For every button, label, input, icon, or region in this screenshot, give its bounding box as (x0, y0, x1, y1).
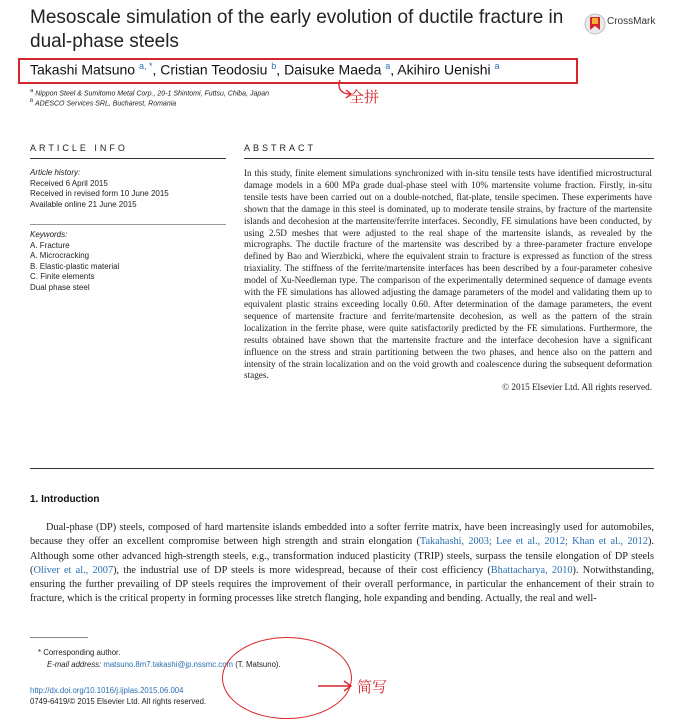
keyword-item: A. Microcracking (30, 251, 90, 261)
intro-text-run: ), the industrial use of DP steels is more widespread, because of their cost efficiency ( (113, 564, 491, 576)
citation-link[interactable]: Takahashi, 2003; Lee et al., 2012; Khan et al., 2012 (419, 536, 648, 548)
affiliation-text: ADESCO Services SRL, Bucharest, Romania (34, 100, 177, 108)
keywords-block (30, 230, 226, 294)
corresponding-label: Corresponding author. (43, 648, 121, 657)
author-affil-sup[interactable]: b (271, 61, 277, 71)
annotation-full-name-note: 全拼 (349, 88, 380, 106)
annotation-abbreviation-note: 简写 (357, 678, 388, 696)
doi-line (30, 686, 183, 695)
article-info-rule (30, 158, 226, 159)
author-name[interactable]: Takashi Matsuno (30, 61, 136, 78)
keyword-item: A. Fracture (30, 240, 70, 250)
intro-text-run: Dual-phase (DP) steels, composed of hard martensite islands embedded into a softer ferrite matrix, have been increasingly used for automobiles, because they offer an excellent compromise between high strength and strain elongation ( (30, 522, 654, 548)
history-item: Available online 21 June 2015 (30, 199, 137, 209)
email-link[interactable]: matsuno.8m7.takashi@jp.nssmc.com (103, 660, 234, 669)
author-list: Takashi Matsuno $^{a, *}$, Cristian Teodosiu $^b$, Daisuke Maeda $^a$, Akihiro Uenishi $^a$ (30, 61, 500, 78)
crossmark-icon (585, 14, 605, 34)
introduction-paragraph (30, 521, 654, 607)
history-label: Article history: (30, 168, 81, 177)
abstract-paragraph: In this study, finite element simulations synchronized with in-situ tensile tests have identified microstructural damage models in a 600 MPa grade dual-phase steel with 10% martensite volume fraction. Firstly, in-situ tensile tests have been carried out on a double-notched, flat-plate, tensile specimen. These experiments have shown that the damage in this steel is dominated, up to moderate tensile strains, by fracture of the martensite islands and decohesion at the martensite/ferrite interfaces. Secondly, FE simulations have been conducted, by using 2.5D meshes that were adjusted to the real shape of the martensite islands, as revealed by the micrographs. The ductile fracture of the martensite was described by a three-parameter fracture envelope defined by Bao and Wierzbicki, where the equivalent strain to fracture is expressed as function of the stress triaxiality. The stiffness of the ferrite/martensite interfaces has been described by a four-parameter cohesive model of Xu-Needleman type. The comparison of the experimentally determined sequence of damage events with the FE simulations has allowed adjusting the damage parameters of the model and validating them up to equivalent plastic strains exceeding locally 0.60. After determination of the damage parameters, the event sequence of martensite fracture and ferrite/martensite decohesion, as well as the pattern of the strain localization in the ferrite phase, were quite satisfactorily predicted by the FE simulations. Furthermore, the results obtained have shown that the martensite fracture and the interface decohesion have a significant influence on the stress and strain partitioning between the two phases, and hence also on the pattern and intensity of the strain localization and on the void growth and coalescence during the subsequent deformation stages. (244, 168, 652, 381)
affiliation-sup: b (30, 98, 34, 104)
author-highlight-box (18, 58, 578, 84)
keyword-item: Dual phase steel (30, 282, 90, 292)
article-info-heading: ARTICLE INFO (30, 143, 128, 153)
introduction-heading: 1. Introduction (30, 494, 100, 505)
affiliation-b (30, 98, 176, 107)
keyword-item: C. Finite elements (30, 272, 95, 282)
doi-link[interactable]: http://dx.doi.org/10.1016/j.ijplas.2015.06.004 (30, 686, 184, 695)
affiliation-text: Nippon Steel & Sumitomo Metal Corp., 20-1 Shintomi, Futtsu, Chiba, Japan (35, 90, 270, 98)
abstract-copyright: © 2015 Elsevier Ltd. All rights reserved. (502, 382, 652, 393)
annotation-arrow-icon (316, 676, 356, 696)
email-suffix: (T. Matsuno). (235, 660, 281, 669)
abstract-body (244, 168, 652, 394)
article-info-divider (30, 224, 226, 225)
citation-link[interactable]: Oliver et al., 2007 (33, 564, 114, 576)
footnote-rule (30, 637, 88, 638)
history-item: Received 6 April 2015 (30, 178, 108, 188)
citation-link[interactable]: Bhattacharya, 2010 (490, 564, 573, 576)
intro-text-run: ). Notwithstanding, ensuring the further prevailing of DP steels requires the improvement of their overall performance, in particular the enhancement of their strain to fracture, which is the critical property in forming processes like stretch flanging, hole expanding and bending. Actually, the real and well- (30, 564, 655, 605)
paper-title: Mesoscale simulation of the early evolution of ductile fracture in dual-phase steels (30, 7, 564, 52)
footnote-marker: * (38, 648, 42, 657)
issn-line: 0749-6419/© 2015 Elsevier Ltd. All rights reserved. (30, 697, 207, 706)
author-affil-sup[interactable]: a (385, 61, 391, 71)
author-name[interactable]: Cristian Teodosiu (160, 61, 268, 78)
corresponding-author-note (38, 648, 120, 657)
keyword-item: B. Elastic-plastic material (30, 261, 120, 271)
author-name[interactable]: Akihiro Uenishi (397, 61, 491, 78)
abstract-rule (244, 158, 654, 159)
keywords-label: Keywords: (30, 230, 68, 239)
intro-text-run: ). Although some other advanced high-strength steels, e.g., transformation induced plasticity (TRIP) steels, surpass the tensile elongation of DP steels ( (30, 536, 654, 576)
author-affil-sup[interactable]: a (494, 61, 500, 71)
history-item: Received in revised form 10 June 2015 (30, 189, 169, 199)
affiliation-sup: a (30, 88, 34, 94)
author-name[interactable]: Daisuke Maeda (284, 61, 382, 78)
article-history (30, 168, 226, 210)
section-rule (30, 468, 654, 469)
email-label: E-mail address: (47, 660, 102, 669)
author-affil-sup[interactable]: a, * (138, 61, 153, 71)
abstract-heading: ABSTRACT (244, 143, 317, 153)
crossmark-label: CrossMark (607, 16, 656, 27)
affiliation-a (30, 88, 269, 97)
